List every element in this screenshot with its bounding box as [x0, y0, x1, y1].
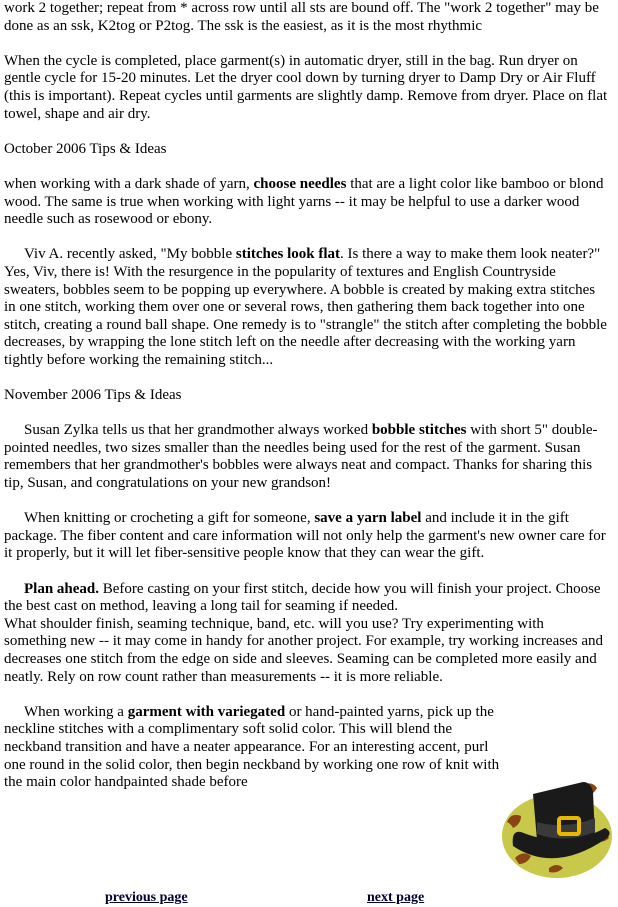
text: and include it in the gift package. The fiber content and care information will not only help the garment's new owner care for it properly, but it will let fiber-sensitive people know that they can wear the gift. — [4, 510, 606, 562]
previous-page-link[interactable]: previous page — [105, 890, 188, 905]
text: . Is there a way to make them look neater?" Yes, Viv, there is! With the resurgence in the popularity of textures and English Countryside sweaters, bobbles seem to be popping up everywhere. A bobble is created by making extra stitches in one stitch, working them over one or several rows, then gathering them back together into one stitch, creating a round ball shape. One remedy is to "strangle" the stitch after completing the bobble decreases, by wrapping the lone stitch left on the needle after decreasing with the working yarn tightly before working the remaining stitch... — [4, 246, 607, 368]
bold-phrase: garment with variegated — [127, 703, 286, 720]
text: When working a — [24, 703, 128, 720]
next-page-link[interactable]: next page — [367, 890, 425, 905]
paragraph-yarn-label — [4, 510, 610, 563]
text: with short 5" double-pointed needles, two sizes smaller than the needles being used for the rest of the garment. Susan remembers that her grandmother's bobbles were always neat and compact. Thanks for sharing this tip, Susan, and congratulations on your new grandson! — [4, 422, 598, 492]
bold-phrase: stitches look flat — [235, 246, 341, 263]
paragraph-choose-needles — [4, 176, 610, 229]
heading-october-2006: October 2006 Tips & Ideas — [4, 140, 167, 157]
plan-ahead-line-2 — [4, 616, 610, 686]
text: when working with a dark shade of yarn, — [4, 175, 254, 192]
text: that are a light color like bamboo or blond wood. The same is true when working with light yarns -- it may be helpful to use a darker wood needle such as rosewood or ebony. — [4, 175, 604, 228]
text: When knitting or crocheting a gift for someone, — [24, 510, 315, 527]
text: Before casting on your first stitch, decide how you will finish your project. Choose the best cast on method, leaving a long tail for seaming if needed. — [4, 580, 601, 615]
text: Viv A. recently asked, "My bobble — [24, 246, 236, 263]
text: or hand-painted yarns, pick up the neckline stitches with a complimentary soft solid color. This will blend the neckband transition and have a neater appearance. For an interesting accent, purl one round in the solid color, then begin neckband by working one row of knit with the main color handpainted shade before — [4, 703, 500, 791]
pilgrim-hat-icon — [497, 760, 613, 882]
paragraph-plan-ahead — [4, 581, 610, 687]
paragraph-variegated — [4, 704, 504, 792]
bold-phrase: bobble stitches — [371, 422, 467, 439]
article-body — [4, 0, 610, 809]
bold-phrase: choose needles — [253, 175, 347, 192]
paragraph-bindoff — [4, 0, 610, 35]
heading-november-2006: November 2006 Tips & Ideas — [4, 387, 182, 404]
paragraph-bobble-flat — [4, 246, 610, 369]
bold-phrase: Plan ahead. — [24, 580, 100, 597]
text: work 2 together; repeat from * across row until all sts are bound off. The "work 2 together" may be done as an ssk, K2tog or P2tog. The ssk is the easiest, as it is the most rhythmic — [4, 0, 599, 34]
plan-ahead-line-1 — [4, 581, 610, 616]
bold-phrase: save a yarn label — [314, 510, 422, 527]
paragraph-bobble-stitches — [4, 422, 610, 492]
text: Susan Zylka tells us that her grandmother always worked — [24, 422, 372, 439]
pagination — [0, 889, 618, 907]
text: What shoulder finish, seaming technique, band, etc. will you use? Try experimenting with something new -- it may come in handy for another project. For example, try working increases and decreases one stitch from the edge on side and sleeves. Seaming can be completed more easily and neatly. Rely on row count rather than measurements -- it is more reliable. — [4, 615, 603, 685]
paragraph-dryer — [4, 53, 610, 123]
text: When the cycle is completed, place garment(s) in automatic dryer, still in the bag. Run dryer on gentle cycle for 15-20 minutes. Let the dryer cool down by turning dryer to Damp Dry or Air Fluff (this is important). Repeat cycles until garments are slightly damp. Remove from dryer. Place on flat towel, shape and air dry. — [4, 52, 608, 122]
